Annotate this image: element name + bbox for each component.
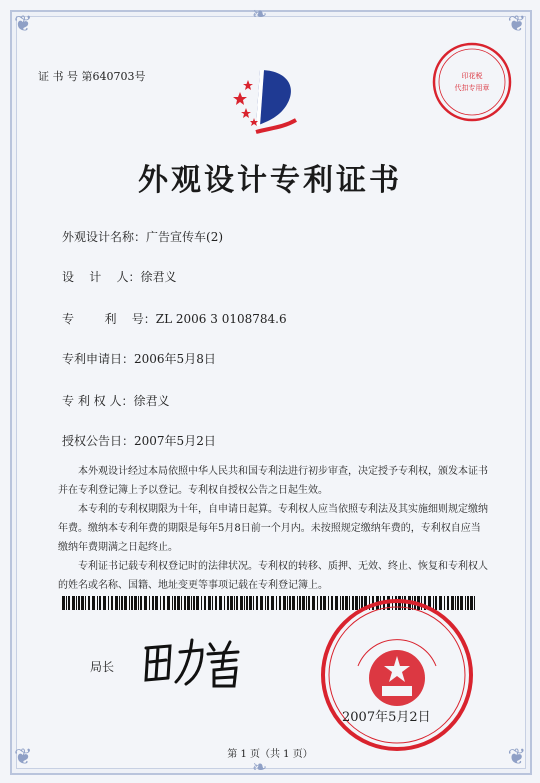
corner-ornament-icon: ❦ [507, 745, 526, 770]
page-title: 外观设计专利证书 [138, 163, 402, 198]
certificate-body-text [58, 462, 488, 595]
top-ornament-icon: ❧ [252, 4, 268, 25]
svg-text:代扣专用章: 代扣专用章 [454, 84, 490, 92]
patent-office-logo-icon [226, 62, 306, 142]
field-value: 徐君义 [140, 270, 177, 284]
body-paragraph: 专利证书记载专利权登记时的法律状况。专利权的转移、质押、无效、终止、恢复和专利权人的姓名或名称、国籍、地址变更等事项记载在专利登记簿上。 [58, 561, 488, 591]
corner-ornament-icon: ❦ [14, 745, 33, 770]
field-value: 徐君义 [133, 394, 170, 408]
field-label: 专利申请日： [62, 352, 135, 366]
field-label: 专 利 号： [62, 312, 156, 326]
corner-ornament-icon: ❦ [507, 12, 526, 37]
body-paragraph: 本外观设计经过本局依照中华人民共和国专利法进行初步审查，决定授予专利权，颁发本证书并在专利登记簿上予以登记。专利权自授权公告之日起生效。 [58, 466, 488, 496]
director-signature [140, 634, 250, 690]
tax-seal-stamp [430, 40, 514, 124]
field-value: ZL 2006 3 0108784.6 [155, 312, 287, 326]
certificate-number: 证 书 号 第640703号 [38, 70, 146, 83]
corner-ornament-icon: ❦ [14, 12, 33, 37]
field-label: 专 利 权 人： [62, 394, 134, 408]
director-label: 局长 [90, 660, 115, 674]
bottom-ornament-icon: ❧ [252, 757, 268, 778]
field-label: 设 计 人： [62, 270, 141, 284]
field-label: 授权公告日： [62, 434, 135, 448]
field-patent-number [62, 310, 287, 327]
field-grant-date [62, 432, 216, 449]
state-ip-office-seal [318, 596, 476, 754]
svg-text:印花税: 印花税 [461, 72, 483, 80]
field-design-name [62, 228, 223, 245]
page-footer: 第 1 页（共 1 页） [227, 749, 313, 760]
field-designer [62, 268, 177, 285]
stamp-date: 2007年5月2日 [342, 710, 431, 725]
field-value: 2007年5月2日 [134, 434, 216, 448]
field-patentee [62, 392, 169, 409]
body-paragraph: 本专利的专利权期限为十年，自申请日起算。专利权人应当依照专利法及其实施细则规定缴纳年费。缴纳本专利年费的期限是每年5月8日前一个月内。未按照规定缴纳年费的，专利权自应当缴纳年费期满之日起终止。 [58, 504, 488, 553]
field-application-date [62, 350, 216, 367]
field-label: 外观设计名称： [62, 230, 147, 244]
field-value: 2006年5月8日 [134, 352, 216, 366]
field-value: 广告宣传车(2) [146, 230, 224, 244]
